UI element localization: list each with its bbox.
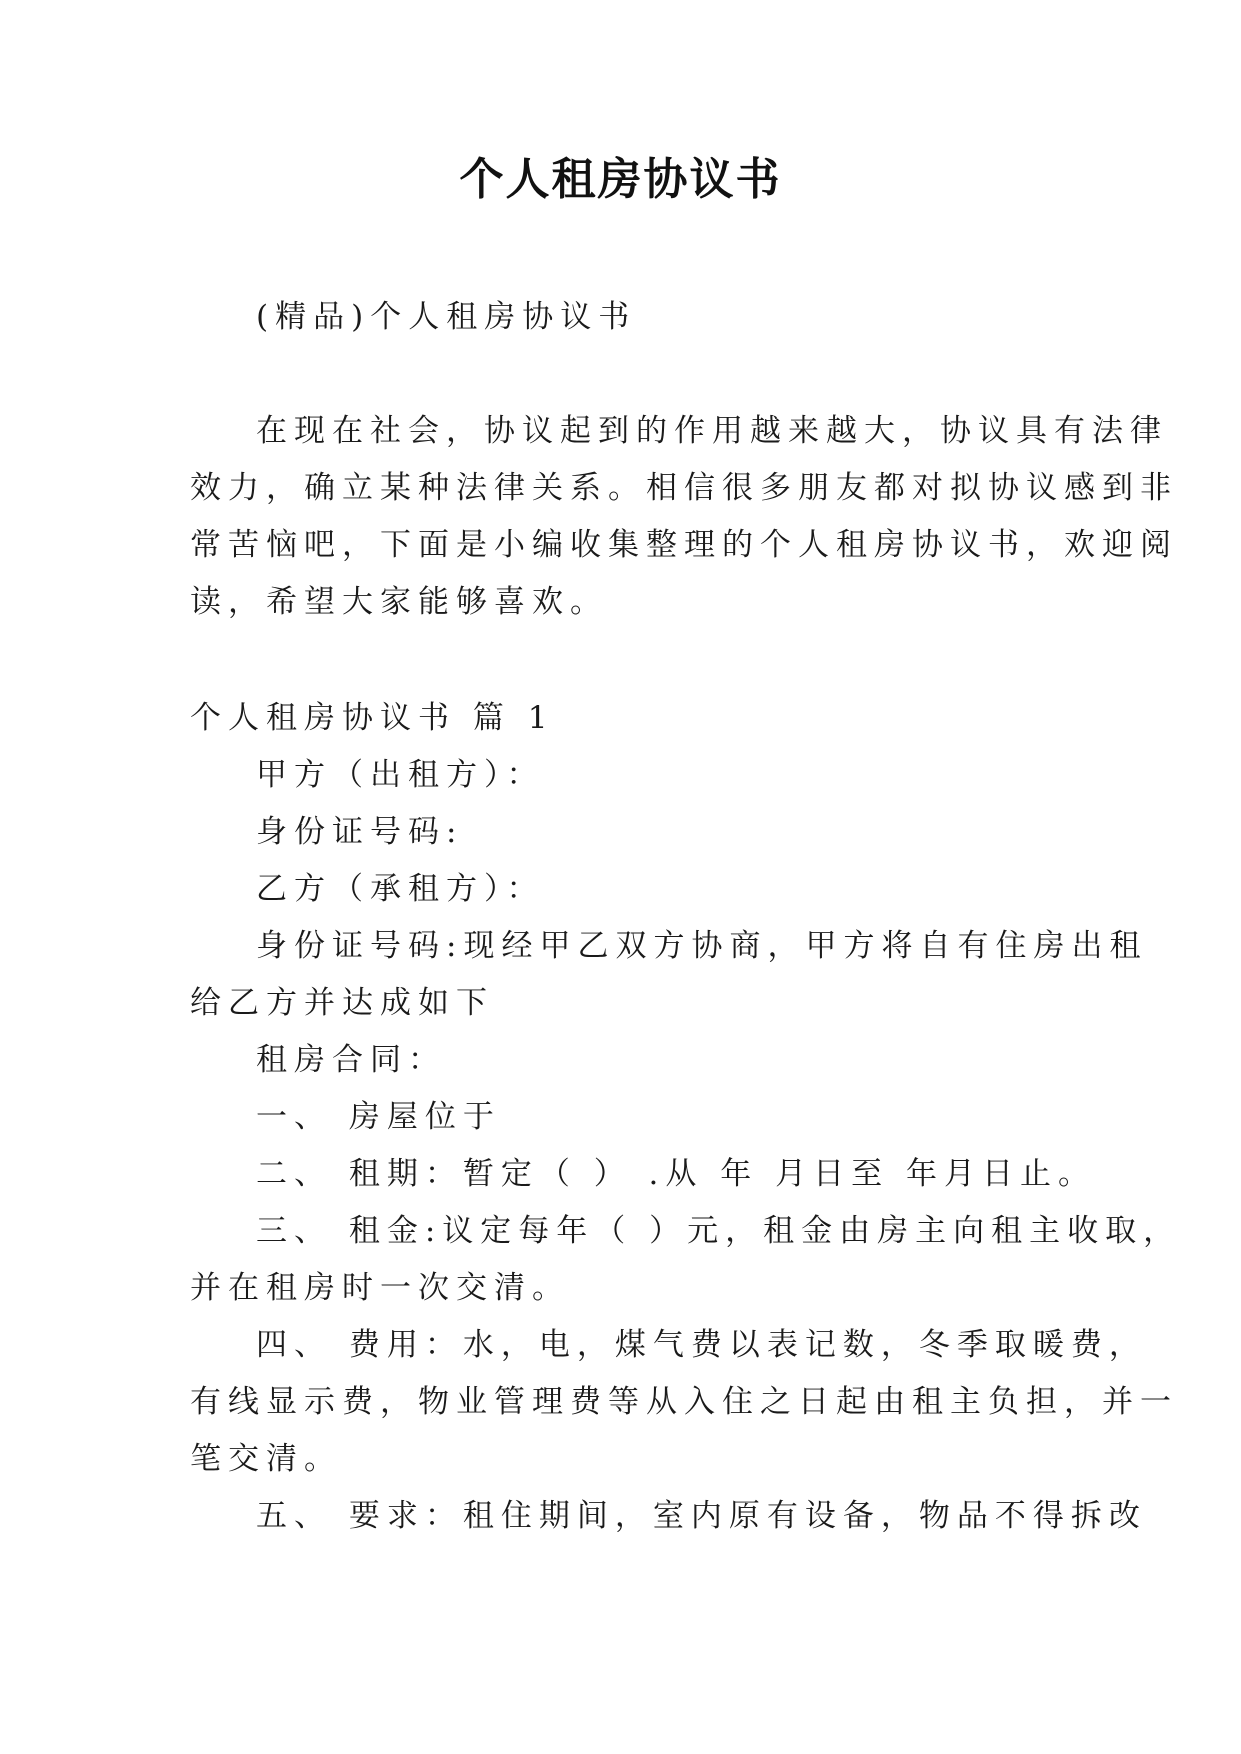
document-title: 个人租房协议书 bbox=[459, 154, 782, 205]
intro-line-2: 效力，确立某种法律关系。相信很多朋友都对拟协议感到非 bbox=[190, 470, 1178, 506]
clause-4-line-3: 笔交清。 bbox=[190, 1441, 342, 1477]
clause-1: 一、 房屋位于 bbox=[256, 1099, 501, 1135]
section-heading: 个人租房协议书 篇 1 bbox=[190, 700, 555, 736]
party-b-label: 乙方（承租方）： bbox=[256, 871, 545, 907]
intro-line-4: 读，希望大家能够喜欢。 bbox=[190, 584, 608, 620]
clause-4-line-1: 四、 费用：水，电，煤气费以表记数，冬季取暖费， bbox=[256, 1327, 1147, 1363]
clause-5-line-1: 五、 要求：租住期间，室内原有设备，物品不得拆改 bbox=[256, 1498, 1147, 1534]
party-b-id-line-1: 身份证号码:现经甲乙双方协商，甲方将自有住房出租 bbox=[256, 928, 1148, 964]
intro-line-3: 常苦恼吧，下面是小编收集整理的个人租房协议书，欢迎阅 bbox=[190, 527, 1178, 563]
party-a-id-label: 身份证号码: bbox=[256, 814, 464, 850]
contract-label: 租房合同： bbox=[256, 1042, 446, 1078]
clause-4-line-2: 有线显示费，物业管理费等从入住之日起由租主负担，并一 bbox=[190, 1384, 1178, 1420]
clause-2: 二、 租期：暂定（ ） .从 年 月日至 年月日止。 bbox=[256, 1156, 1096, 1192]
party-b-id-line-2: 给乙方并达成如下 bbox=[190, 985, 494, 1021]
clause-3-line-2: 并在租房时一次交清。 bbox=[190, 1270, 570, 1306]
party-a-label: 甲方（出租方）： bbox=[256, 757, 545, 793]
document-subtitle: (精品)个人租房协议书 bbox=[256, 299, 637, 335]
clause-3-line-1: 三、 租金:议定每年（ ）元，租金由房主向租主收取， bbox=[256, 1213, 1182, 1249]
intro-line-1: 在现在社会，协议起到的作用越来越大，协议具有法律 bbox=[256, 413, 1168, 449]
